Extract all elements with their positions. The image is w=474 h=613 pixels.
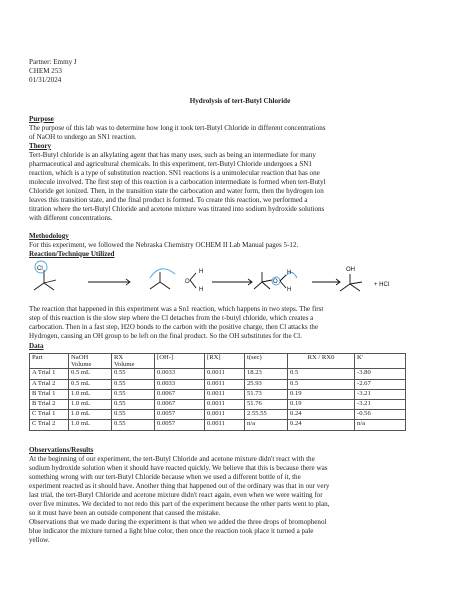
bond-line xyxy=(34,283,44,290)
table-row xyxy=(30,420,406,430)
observations-line: experiment reacted as it should have. Another thing that happened out of the ordinary was that in our very xyxy=(29,482,330,490)
column-header: K' xyxy=(355,354,406,369)
theory-line: reaction, which is a type of substitution reaction. SN1 reactions is a unimolecular reaction that has one xyxy=(29,169,320,177)
table-cell: 0.5 mL xyxy=(69,379,112,389)
atom-label: H xyxy=(199,287,204,293)
column-header: [RX] xyxy=(205,354,245,369)
observations-line: last trial, the tert-Butyl Chloride and acetone mixture didn't react again, even when we were waiting for xyxy=(29,491,323,499)
theory-line: molecule involved. The first step of this reaction is a carbocation intermediate is formed when tert-Butyl xyxy=(29,178,326,186)
table-cell: A Trial 1 xyxy=(30,369,69,379)
atom-label: H xyxy=(199,269,204,275)
table-cell: 18.23 xyxy=(245,369,288,379)
table-row xyxy=(30,369,406,379)
bond-line xyxy=(254,282,262,289)
bond-line xyxy=(340,284,350,291)
table-cell: 0.0011 xyxy=(205,369,245,379)
table-cell: 0.5 mL xyxy=(69,369,112,379)
table-cell: 0.19 xyxy=(288,399,355,409)
table-cell: 0.0057 xyxy=(155,420,205,430)
reaction-heading: Reaction/Technique Utilized xyxy=(29,250,115,258)
bond-line xyxy=(150,282,160,289)
column-header: Part xyxy=(30,354,69,369)
table-cell: 0.55 xyxy=(112,410,155,420)
theory-line: with different concentrations. xyxy=(29,214,113,222)
curved-arrow xyxy=(150,269,175,278)
partner-line: Partner: Emmy J xyxy=(29,58,77,66)
observations-line: sodium hydroxide solution when it should have reacted quickly. We believe that this is because there was xyxy=(29,464,328,472)
observations-heading: Observations/Results xyxy=(29,446,94,454)
table-cell: 2.55.55 xyxy=(245,410,288,420)
theory-line: leaves this transition state, and the final product is formed. To create this reaction, we performed a xyxy=(29,196,308,204)
reaction-line: The reaction that happened in this experiment was a Sn1 reaction, which happens in two steps. The first xyxy=(29,305,324,313)
table-cell: -3.21 xyxy=(355,399,406,409)
table-cell: 1.0 mL xyxy=(69,410,112,420)
table-cell: n/a xyxy=(355,420,406,430)
table-cell: B Trial 2 xyxy=(30,399,69,409)
reaction-line: carbocation. Then in a fast step, H2O bonds to the carbon with the positive charge, then Cl attacks the xyxy=(29,323,319,331)
reaction-line: step of this reaction is the slow step where the Cl detaches from the t-butyl chloride, which creates a xyxy=(29,314,314,322)
bond-line xyxy=(262,282,270,289)
purpose-line: of NaOH to undergo an SN1 reaction. xyxy=(29,133,137,141)
table-cell: 51.76 xyxy=(245,399,288,409)
table-cell: A Trial 2 xyxy=(30,379,69,389)
table-cell: 0.0067 xyxy=(155,389,205,399)
purpose-line: The purpose of this lab was to determine how long it took tert-Butyl Chloride in different concentrations xyxy=(29,124,326,132)
column-header: RX Volume xyxy=(112,354,155,369)
atom-label: + HCl xyxy=(374,282,390,288)
data-table xyxy=(29,353,406,431)
table-header-row xyxy=(30,354,406,369)
table-cell: 0.0033 xyxy=(155,379,205,389)
bond-line xyxy=(280,275,286,281)
atom-label: O xyxy=(185,279,190,285)
atom-label: Cl xyxy=(37,266,43,272)
bond-line xyxy=(44,283,54,290)
table-cell: 0.0011 xyxy=(205,379,245,389)
table-cell: -3.21 xyxy=(355,389,406,399)
table-cell: 25.93 xyxy=(245,379,288,389)
course-line: CHEM 253 xyxy=(29,67,62,75)
column-header: t(sec) xyxy=(245,354,288,369)
date-line: 01/31/2024 xyxy=(29,76,62,84)
table-cell: n/a xyxy=(245,420,288,430)
table-cell: -3.80 xyxy=(355,369,406,379)
methodology-heading: Methodology xyxy=(29,232,69,240)
table-cell: B Trial 1 xyxy=(30,389,69,399)
observations-line: over five minutes. We decided to not redo this part of the experiment because the other parts went to plan, xyxy=(29,500,330,508)
table-cell: 0.24 xyxy=(288,420,355,430)
table-cell: -2.67 xyxy=(355,379,406,389)
table-cell: 0.55 xyxy=(112,389,155,399)
table-cell: C Trial 1 xyxy=(30,410,69,420)
bond-line xyxy=(280,281,286,288)
table-cell: 0.5 xyxy=(288,379,355,389)
table-cell: 0.24 xyxy=(288,410,355,420)
column-header: NaOH Volume xyxy=(69,354,112,369)
observations-line: yellow. xyxy=(29,536,50,544)
bond-line xyxy=(350,282,362,284)
table-cell: 0.0067 xyxy=(155,399,205,409)
methodology-text: For this experiment, we followed the Nebraska Chemistry OCHEM II Lab Manual pages 5-12. xyxy=(29,241,299,249)
document-title: Hydrolysis of tert-Butyl Chloride xyxy=(189,97,291,105)
theory-line: pharmaceutical and agricultural chemicals. In this experiment, tert-Butyl Chloride undergoes a SN1 xyxy=(29,160,312,168)
theory-line: Tert-Butyl chloride is an alkylating agent that has many uses, such as being an intermediate for many xyxy=(29,151,316,159)
table-cell: 0.0011 xyxy=(205,399,245,409)
atom-label: O xyxy=(273,279,278,285)
purpose-heading: Purpose xyxy=(29,115,54,123)
bond-line xyxy=(262,280,272,282)
table-cell: 1.0 mL xyxy=(69,420,112,430)
table-cell: 0.0011 xyxy=(205,389,245,399)
observations-line: something wrong with our tert-Butyl Chloride because when we used a different bottle of it, the xyxy=(29,473,301,481)
observations-line: so it must have been an outside component that caused the mistake. xyxy=(29,509,221,517)
table-cell: 0.55 xyxy=(112,369,155,379)
table-cell: 0.19 xyxy=(288,389,355,399)
table-cell: 0.0057 xyxy=(155,410,205,420)
column-header: RX / RX0 xyxy=(288,354,355,369)
table-row xyxy=(30,410,406,420)
column-header: [OH-] xyxy=(155,354,205,369)
bond-line xyxy=(44,280,56,283)
reaction-line: Hydrogen, causing an OH group to be left on the final product. So the OH substitutes for the Cl. xyxy=(29,332,302,340)
atom-label: H xyxy=(287,287,292,293)
table-cell: 1.0 mL xyxy=(69,389,112,399)
observations-line: Observations that we made during the experiment is that when we added the three drops of bromophenol xyxy=(29,518,327,526)
table-row xyxy=(30,399,406,409)
theory-line: Chloride get ionized. Then, in the transition state the carbocation and water form, then the hydrogen ion xyxy=(29,187,324,195)
data-heading: Data xyxy=(29,342,44,350)
table-cell: 0.0033 xyxy=(155,369,205,379)
bond-line xyxy=(160,282,170,289)
table-row xyxy=(30,379,406,389)
theory-line: titration where the tert-Butyl Chloride and acetone mixture was titrated into sodium hydroxide solutions xyxy=(29,205,325,213)
table-cell: 0.0011 xyxy=(205,420,245,430)
observations-line: blue indicator the mixture turned a light blue color, then once the reaction took place it turned a pale xyxy=(29,527,314,535)
theory-heading: Theory xyxy=(29,142,52,150)
table-cell: C Trial 2 xyxy=(30,420,69,430)
atom-label: OH xyxy=(346,267,355,273)
table-cell: 0.0011 xyxy=(205,410,245,420)
table-cell: 0.55 xyxy=(112,379,155,389)
table-row xyxy=(30,389,406,399)
observations-line: At the beginning of our experiment, the tert-Butyl Chloride and acetone mixture didn't react with the xyxy=(29,455,315,463)
atom-label: H xyxy=(287,270,292,276)
table-cell: 1.0 mL xyxy=(69,399,112,409)
bond-line xyxy=(190,273,196,280)
table-cell: 0.55 xyxy=(112,399,155,409)
table-cell: 0.5 xyxy=(288,369,355,379)
table-cell: -0.56 xyxy=(355,410,406,420)
bond-line xyxy=(350,284,360,291)
table-cell: 0.55 xyxy=(112,420,155,430)
bond-line xyxy=(190,280,196,288)
table-cell: 51.73 xyxy=(245,389,288,399)
